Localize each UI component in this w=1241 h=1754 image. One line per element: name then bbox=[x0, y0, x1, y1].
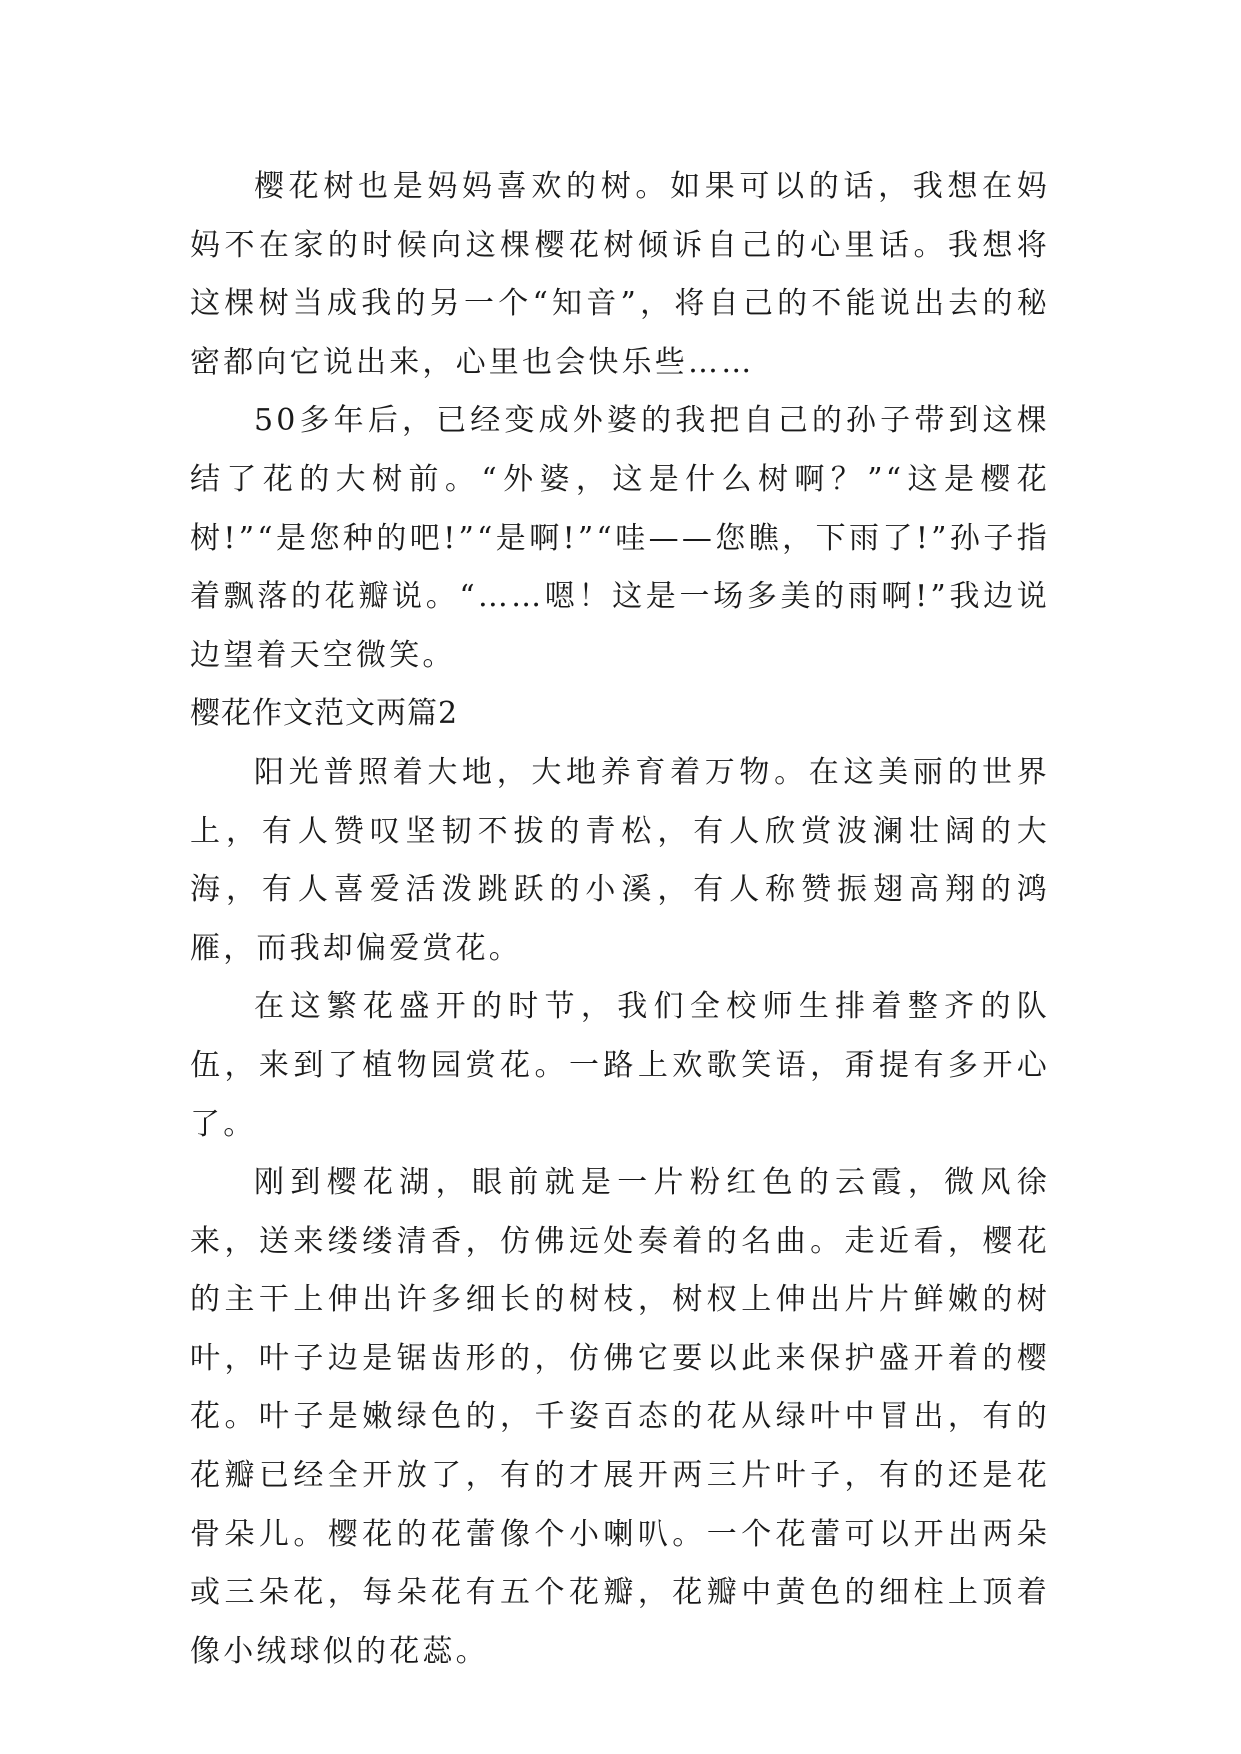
paragraph-cherry-lake: 刚到樱花湖，眼前就是一片粉红色的云霞，微风徐来，送来缕缕清香，仿佛远处奏着的名曲。走近看，樱花的主干上伸出许多细长的树枝，树杈上伸出片片鲜嫩的树叶，叶子边是锯齿形的，仿佛它要以此来保护盛开着的樱花。叶子是嫩绿色的，千姿百态的花从绿叶中冒出，有的花瓣已经全开放了，有的才展开两三片叶子，有的还是花骨朵儿。樱花的花蕾像个小喇叭。一个花蕾可以开出两朵或三朵花，每朵花有五个花瓣，花瓣中黄色的细柱上顶着像小绒球似的花蕊。 bbox=[190, 1165, 1050, 1669]
paragraph-cherry-tree-confide: 樱花树也是妈妈喜欢的树。如果可以的话，我想在妈妈不在家的时候向这棵樱花树倾诉自己的心里话。我想将这棵树当成我的另一个“知音”，将自己的不能说出去的秘密都向它说出来，心里也会快乐些…… bbox=[190, 169, 1050, 380]
document-body bbox=[190, 158, 1050, 1681]
paragraph-school-trip: 在这繁花盛开的时节，我们全校师生排着整齐的队伍，来到了植物园赏花。一路上欢歌笑语，甭提有多开心了。 bbox=[190, 989, 1050, 1142]
section-title: 樱花作文范文两篇2 bbox=[190, 696, 459, 732]
paragraph-sunshine-earth: 阳光普照着大地，大地养育着万物。在这美丽的世界上，有人赞叹坚韧不拔的青松，有人欣赏波澜壮阔的大海，有人喜爱活泼跳跃的小溪，有人称赞振翅高翔的鸿雁，而我却偏爱赏花。 bbox=[190, 754, 1050, 966]
paragraph-grandmother-memory: 50多年后，已经变成外婆的我把自己的孙子带到这棵结了花的大树前。“外婆，这是什么树啊？”“这是樱花树!”“是您种的吧!”“是啊!”“哇——您瞧，下雨了!”孙子指着飘落的花瓣说。“……嗯！这是一场多美的雨啊!”我边说边望着天空微笑。 bbox=[190, 403, 1050, 673]
